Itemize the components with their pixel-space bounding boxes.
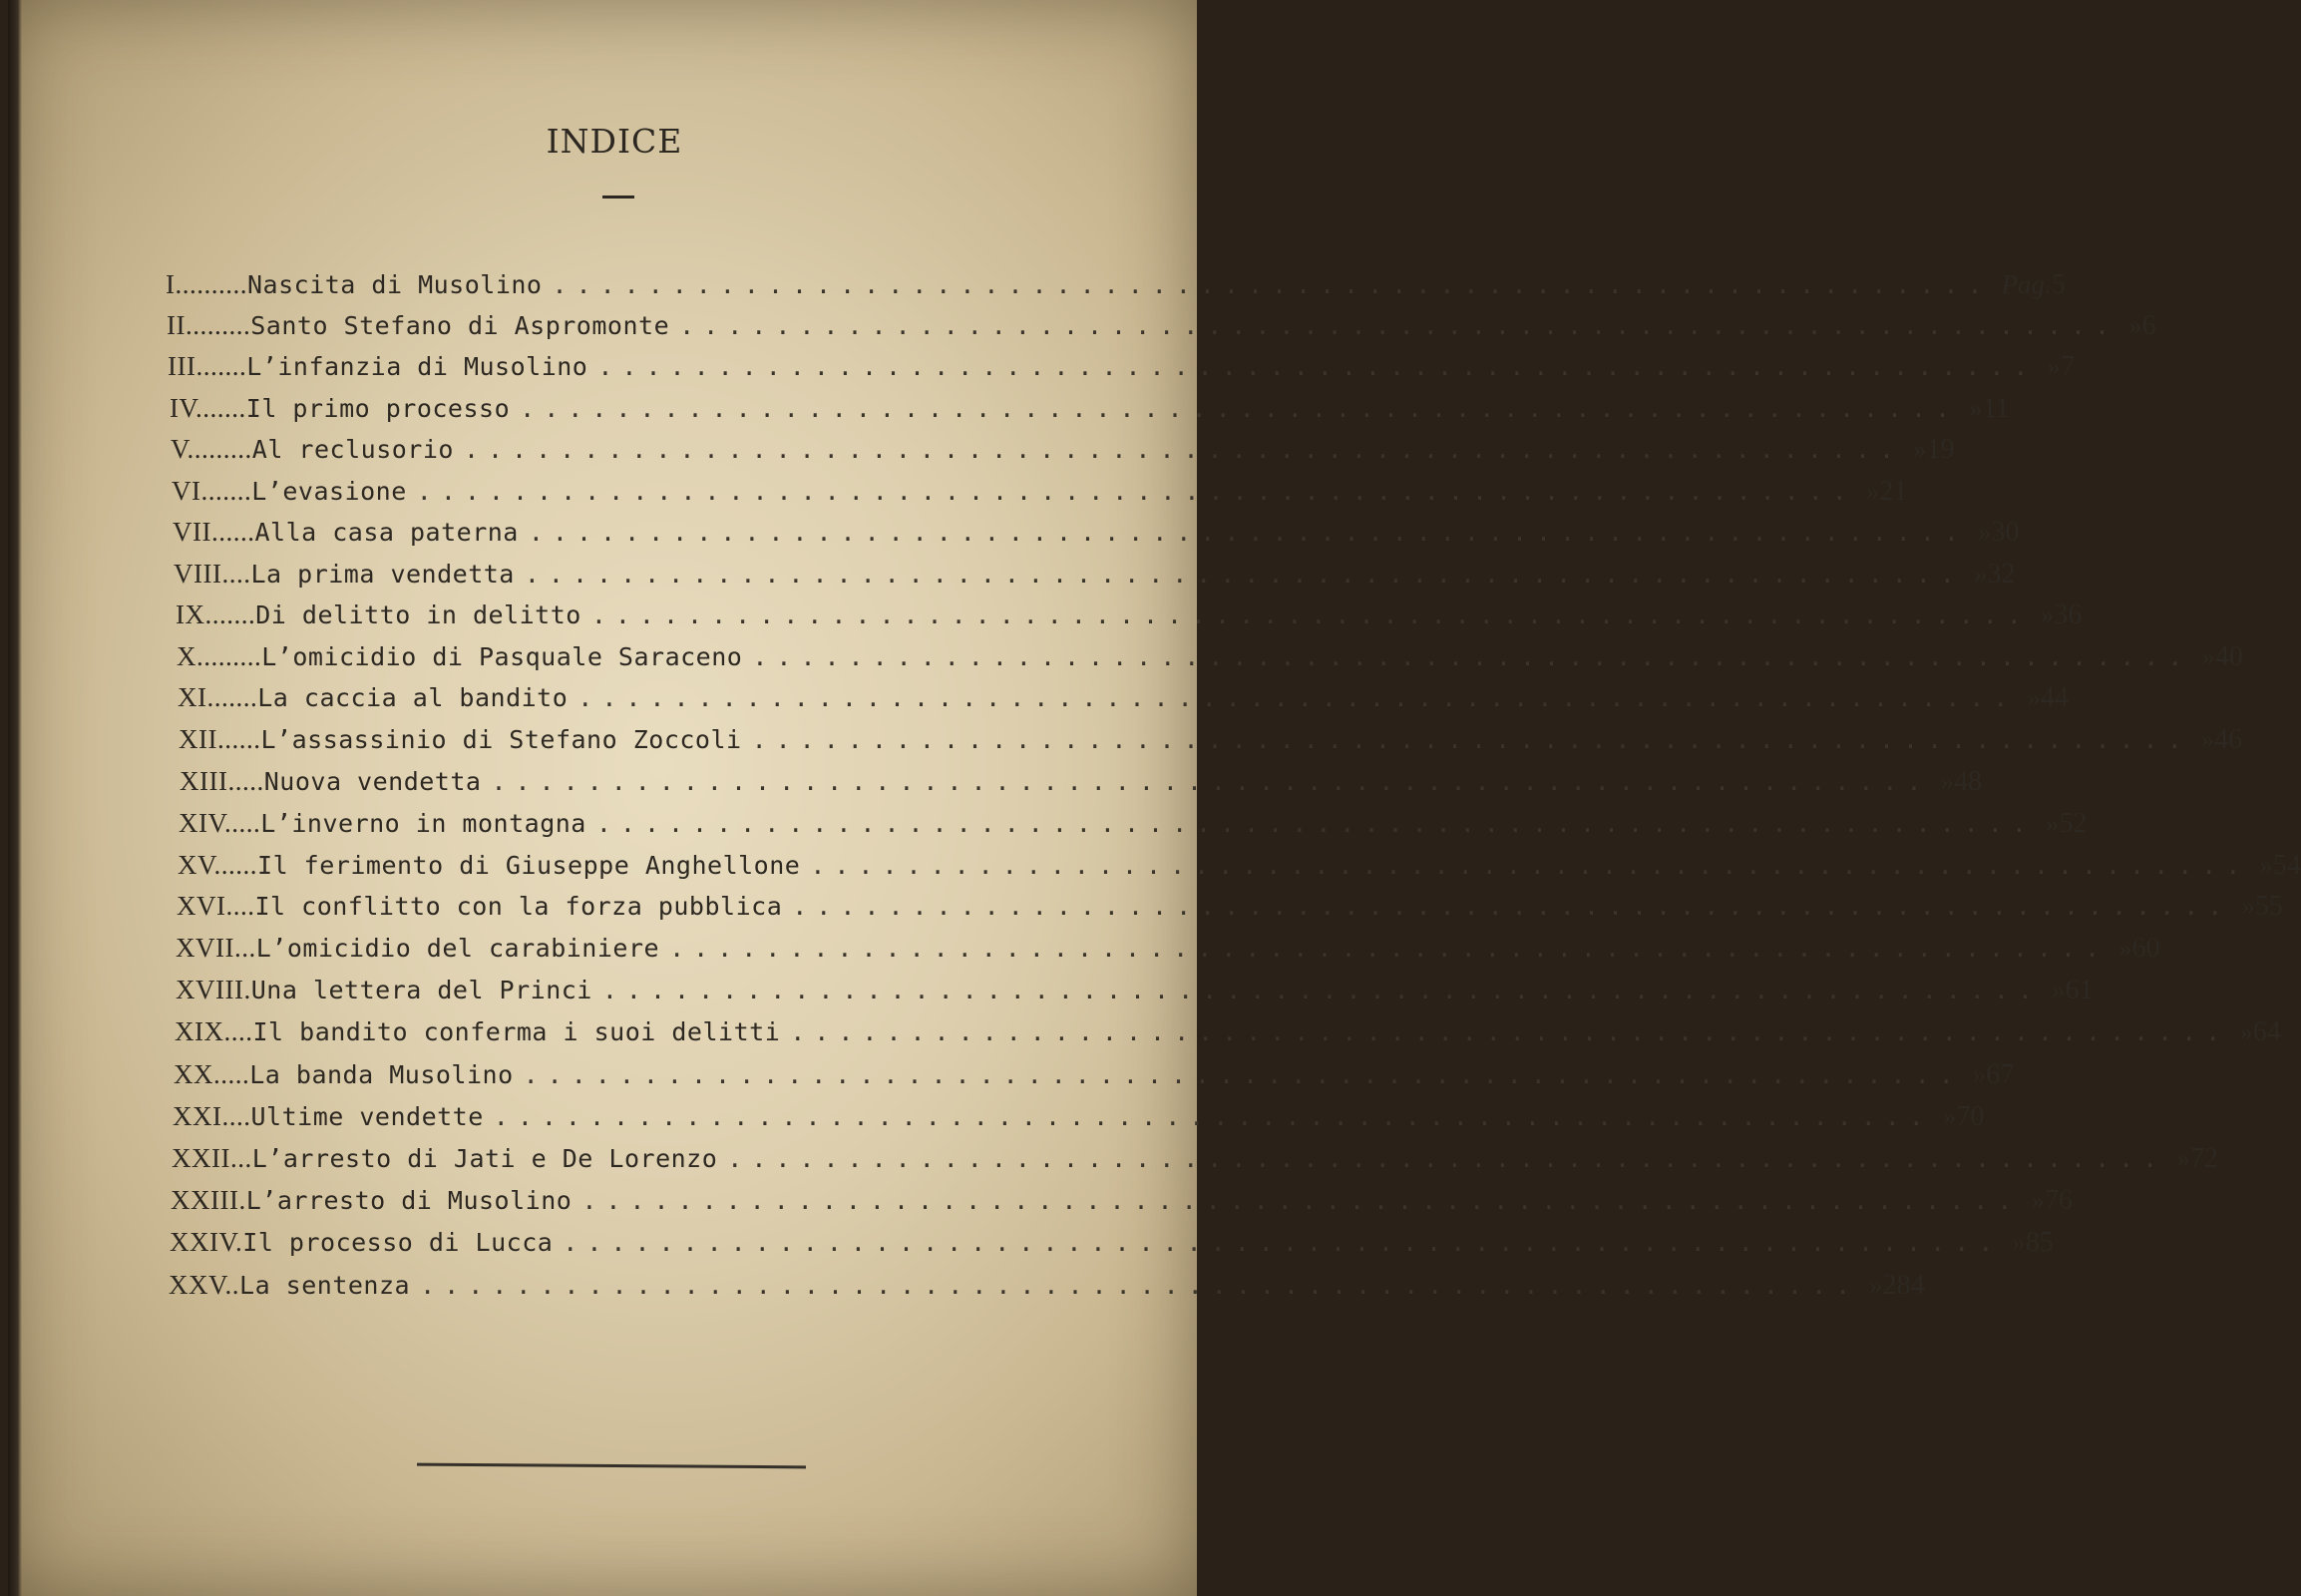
chapter-number: I.......... — [166, 269, 247, 299]
toc-entry — [173, 517, 2020, 557]
chapter-number: XX..... — [174, 1059, 250, 1089]
chapter-title: Ultime vendette — [250, 1102, 484, 1131]
ditto-mark: » — [2031, 1185, 2045, 1215]
chapter-number: XVI.... — [177, 891, 255, 921]
chapter-title: La prima vendetta — [250, 560, 515, 589]
toc-entry — [176, 599, 2083, 639]
page-label: Pag. — [2001, 269, 2052, 299]
chapter-number: IV....... — [170, 393, 246, 423]
chapter-title: Alla casa paterna — [254, 518, 519, 547]
chapter-title: Il processo di Lucca — [242, 1228, 554, 1257]
dot-leader: ............................................................ — [752, 642, 2192, 671]
toc-entry — [177, 891, 2283, 931]
chapter-number: XVIII. — [176, 975, 251, 1004]
toc-entry — [178, 682, 2069, 722]
chapter-number: III....... — [168, 351, 247, 381]
chapter-number: XIII..... — [180, 766, 264, 796]
page-number: 85 — [2025, 1227, 2054, 1258]
page-number: 52 — [2059, 808, 2088, 839]
chapter-title: La sentenza — [239, 1271, 411, 1300]
dot-leader: ............................................................ — [790, 1017, 2230, 1046]
toc-entry — [166, 269, 2066, 309]
dot-leader: ............................................................ — [669, 934, 2109, 963]
ditto-mark: » — [2012, 1227, 2026, 1257]
book-page — [8, 0, 2301, 1596]
ditto-mark: » — [2047, 351, 2061, 381]
toc-entry — [174, 1059, 2015, 1099]
chapter-title: Il bandito conferma i suoi delitti — [252, 1017, 781, 1046]
chapter-title: La banda Musolino — [249, 1060, 514, 1089]
toc-entry — [172, 1143, 2218, 1183]
chapter-title: Il conflitto con la forza pubblica — [254, 892, 783, 921]
dot-leader: ............................................................ — [493, 1102, 1933, 1131]
chapter-number: XI....... — [178, 682, 258, 712]
page-number: 54 — [2272, 850, 2301, 881]
title-rule — [602, 196, 634, 199]
page-number: 67 — [1986, 1059, 2015, 1090]
chapter-number: XXV.. — [169, 1270, 240, 1300]
chapter-title: L’omicidio del carabiniere — [255, 934, 660, 963]
toc-entry — [176, 975, 2094, 1014]
chapter-title: L’inverno in montagna — [260, 809, 586, 838]
page-number: 72 — [2189, 1143, 2218, 1174]
toc-entry — [171, 1185, 2073, 1225]
dot-leader: ............................................................ — [577, 683, 2018, 712]
ditto-mark: » — [1869, 1270, 1883, 1300]
page-number: 48 — [1954, 766, 1983, 797]
ditto-mark: » — [1973, 559, 1988, 589]
dot-leader: ............................................................ — [552, 270, 1992, 299]
chapter-number: V......... — [171, 434, 252, 464]
toc-entry — [171, 434, 1955, 474]
toc-entry — [170, 1227, 2054, 1267]
page-number: 6 — [2141, 310, 2156, 341]
ditto-mark: » — [2040, 599, 2055, 629]
dot-leader: ............................................................ — [528, 518, 1968, 547]
page-number: 21 — [1879, 476, 1908, 507]
chapter-number: VIII.... — [174, 559, 251, 589]
ditto-mark: » — [2045, 808, 2060, 838]
page-number: 70 — [1956, 1101, 1985, 1132]
dot-leader: ............................................................ — [416, 477, 1856, 506]
chapter-title: Di delitto in delitto — [255, 600, 581, 629]
dot-leader: ............................................................ — [581, 1186, 2022, 1215]
dot-leader: ............................................................ — [420, 1271, 1860, 1300]
page-number: 40 — [2214, 641, 2243, 672]
page-number: 46 — [2214, 724, 2243, 755]
toc-entry — [174, 559, 2016, 598]
chapter-title: La caccia al bandito — [257, 683, 569, 712]
ditto-mark: » — [2201, 641, 2215, 671]
toc-entry — [168, 351, 2075, 391]
chapter-number: XXIV. — [170, 1227, 243, 1257]
chapter-title: L’arresto di Jati e De Lorenzo — [251, 1144, 718, 1173]
page-number: 284 — [1882, 1270, 1925, 1301]
toc-entry — [167, 310, 2156, 350]
chapter-title: Il primo processo — [245, 394, 511, 423]
dot-leader: ............................................................ — [792, 892, 2232, 921]
chapter-title: Il ferimento di Giuseppe Anghellone — [257, 851, 801, 880]
toc-entry — [170, 393, 2010, 433]
chapter-title: L’omicidio di Pasquale Saraceno — [261, 642, 743, 671]
page-number: 32 — [1987, 559, 2016, 590]
ditto-mark: » — [2241, 891, 2255, 921]
table-of-contents — [8, 269, 2301, 1353]
ditto-mark: » — [2176, 1143, 2190, 1173]
page-number: 55 — [2254, 891, 2283, 922]
ditto-mark: » — [2128, 310, 2142, 340]
page-number: 30 — [1991, 517, 2020, 548]
index-title: INDICE — [546, 122, 683, 161]
page-number: 76 — [2044, 1185, 2073, 1216]
chapter-number: XV...... — [178, 850, 258, 880]
ditto-mark: » — [1940, 766, 1955, 796]
toc-entry — [179, 808, 2088, 848]
page-number: 11 — [1982, 393, 2010, 424]
chapter-number: XIV..... — [179, 808, 261, 838]
dot-leader: ............................................................ — [810, 851, 2250, 880]
dot-leader: ............................................................ — [727, 1144, 2167, 1173]
chapter-number: XXI.... — [173, 1101, 251, 1131]
chapter-number: IX....... — [176, 599, 256, 629]
toc-entry — [169, 1270, 1925, 1310]
dot-leader: ............................................................ — [463, 435, 1904, 464]
page-number: 19 — [1926, 434, 1955, 465]
chapter-title: Una lettera del Princi — [250, 976, 592, 1004]
dot-leader: ............................................................ — [563, 1228, 2003, 1257]
chapter-title: L’infanzia di Musolino — [246, 352, 588, 381]
dot-leader: ............................................................ — [520, 394, 1960, 423]
chapter-title: L’arresto di Musolino — [245, 1186, 573, 1215]
toc-entry — [172, 476, 1908, 516]
chapter-number: XVII... — [176, 933, 256, 963]
page-number: 7 — [2060, 351, 2075, 382]
page-number: 36 — [2054, 599, 2083, 630]
toc-entry — [178, 850, 2301, 890]
ditto-mark: » — [2200, 724, 2215, 754]
page-number: 5 — [2051, 269, 2066, 300]
toc-entry — [173, 1101, 1985, 1141]
dot-leader: ............................................................ — [590, 600, 2031, 629]
chapter-number: XII...... — [179, 724, 261, 754]
ditto-mark: » — [2051, 975, 2066, 1004]
chapter-title: Santo Stefano di Aspromonte — [250, 311, 670, 340]
dot-leader: ............................................................ — [751, 725, 2191, 754]
chapter-number: VI....... — [172, 476, 252, 506]
toc-entry — [176, 933, 2160, 973]
chapter-title: Nascita di Musolino — [247, 270, 543, 299]
chapter-number: X......... — [177, 641, 262, 671]
dot-leader: ............................................................ — [524, 560, 1964, 589]
page-number: 44 — [2040, 682, 2069, 713]
page-number: 64 — [2252, 1016, 2281, 1047]
dot-leader: ............................................................ — [523, 1060, 1963, 1089]
ditto-mark: » — [2027, 682, 2041, 712]
dot-leader: ............................................................ — [679, 311, 2119, 340]
ditto-mark: » — [1969, 393, 1983, 423]
chapter-number: II......... — [167, 310, 251, 340]
page-number: 60 — [2131, 933, 2160, 964]
ditto-mark: » — [1913, 434, 1927, 464]
chapter-title: L’evasione — [251, 477, 407, 506]
chapter-number: XXII... — [172, 1143, 252, 1173]
toc-entry — [179, 724, 2243, 764]
ditto-mark: » — [1942, 1101, 1957, 1131]
ditto-mark: » — [1865, 476, 1880, 506]
dot-leader: ............................................................ — [595, 809, 2036, 838]
ditto-mark: » — [2259, 850, 2273, 880]
chapter-number: XIX.... — [175, 1016, 253, 1046]
dot-leader: ............................................................ — [491, 767, 1931, 796]
chapter-number: XXIII. — [171, 1185, 246, 1215]
chapter-number: VII...... — [173, 517, 255, 547]
dot-leader: ............................................................ — [601, 976, 2042, 1004]
bottom-rule — [417, 1463, 806, 1469]
ditto-mark: » — [1972, 1059, 1987, 1089]
toc-entry — [177, 641, 2243, 681]
toc-entry — [175, 1016, 2281, 1056]
page-number: 61 — [2065, 975, 2094, 1005]
ditto-mark: » — [2239, 1016, 2253, 1046]
ditto-mark: » — [2118, 933, 2132, 963]
toc-entry — [180, 766, 1983, 806]
dot-leader: ............................................................ — [597, 352, 2038, 381]
chapter-title: Nuova vendetta — [263, 767, 482, 796]
ditto-mark: » — [1977, 517, 1992, 547]
chapter-title: Al reclusorio — [251, 435, 454, 464]
chapter-title: L’assassinio di Stefano Zoccoli — [260, 725, 742, 754]
